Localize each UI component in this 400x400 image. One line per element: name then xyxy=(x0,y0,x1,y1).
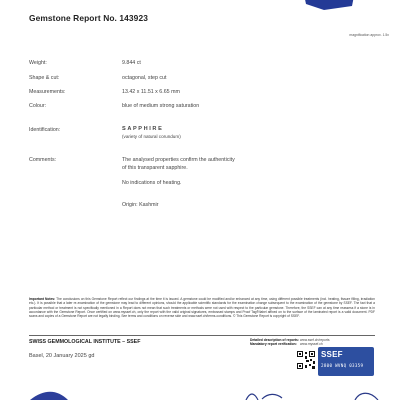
important-notes xyxy=(29,297,375,318)
institute-name: SWISS GEMMOLOGICAL INSTITUTE – SSEF xyxy=(29,339,141,345)
gemstone-photo xyxy=(294,0,364,10)
comment-line: No indications of heating. xyxy=(122,180,182,186)
field-value: 13.42 x 11.51 x 6.65 mm xyxy=(122,89,180,95)
origin-line: Origin: Kashmir xyxy=(122,202,159,208)
field-value: 9.844 ct xyxy=(122,60,141,66)
field-value: blue of medium strong saturation xyxy=(122,103,200,109)
comment-line: The analysed properties confirm the authenticity xyxy=(122,157,235,163)
identification-value: SAPPHIRE xyxy=(122,126,164,132)
mandatory-link[interactable]: www.myssef.ch xyxy=(300,342,323,346)
field-label: Weight: xyxy=(29,60,47,66)
comment-line: of this transparent sapphire. xyxy=(122,165,188,171)
seal-logo: SSEF xyxy=(321,350,343,359)
bottom-artwork xyxy=(0,386,400,400)
qr-code xyxy=(296,350,316,370)
field-value: octagonal, step cut xyxy=(122,75,167,81)
seal-serial: 2800 WVNQ 03359 xyxy=(321,363,364,368)
ssef-hologram-seal xyxy=(318,347,374,376)
field-label: Identification: xyxy=(29,127,61,133)
mandatory-label: Mandatory report verification: xyxy=(250,342,297,346)
magnification-note: magnification approx. 1.5x xyxy=(349,33,389,37)
detailed-label: Detailed description of reports: xyxy=(250,338,299,342)
field-label: Colour: xyxy=(29,103,47,109)
report-title: Gemstone Report No. 143923 xyxy=(29,13,148,23)
issue-date: Basel, 20 January 2025 gd xyxy=(29,353,95,359)
field-label: Comments: xyxy=(29,157,57,163)
identification-note: (variety of natural corundum) xyxy=(122,134,181,139)
notes-heading: Important Notes: xyxy=(29,297,56,301)
divider xyxy=(29,335,375,336)
notes-text: The conclusions on this Gemstone Report reflect our findings at the time it is issued. A gemstone could be modified and/or enhanced at any time, using different possible treatments (incl. heating, fissure filling, irradiation etc.). It is possible that a later re-examination of the gemstone may lead to different opinions, should the applicable scientific standards for the examination change subsequent to the examination of the gemstone by SSEF. The fact that a particular method or treatment is not specifically mentioned in a Report does not mean that such treatments or methods were not used with respect to the particular gemstone. Therefore, the SSEF can at any time reassess if a stone is in accordance with the Gemstone Report. Once certified on www.myssef.ch, only the report with the valid original signatures, embossed stamps and Proof Tag®/label affixed on to the surface of the laminated report is a valid document. PDF scans and copies of a Gemstone Report are not legally binding. See terms and conditions on reverse side and www.ssef.ch/terms-conditions. © This Gemstone Report is copyright of SSEF. xyxy=(29,297,375,318)
report-links xyxy=(250,338,370,346)
field-label: Shape & cut: xyxy=(29,75,60,81)
field-label: Measurements: xyxy=(29,89,66,95)
detailed-link[interactable]: www.ssef.ch/reports xyxy=(300,338,330,342)
